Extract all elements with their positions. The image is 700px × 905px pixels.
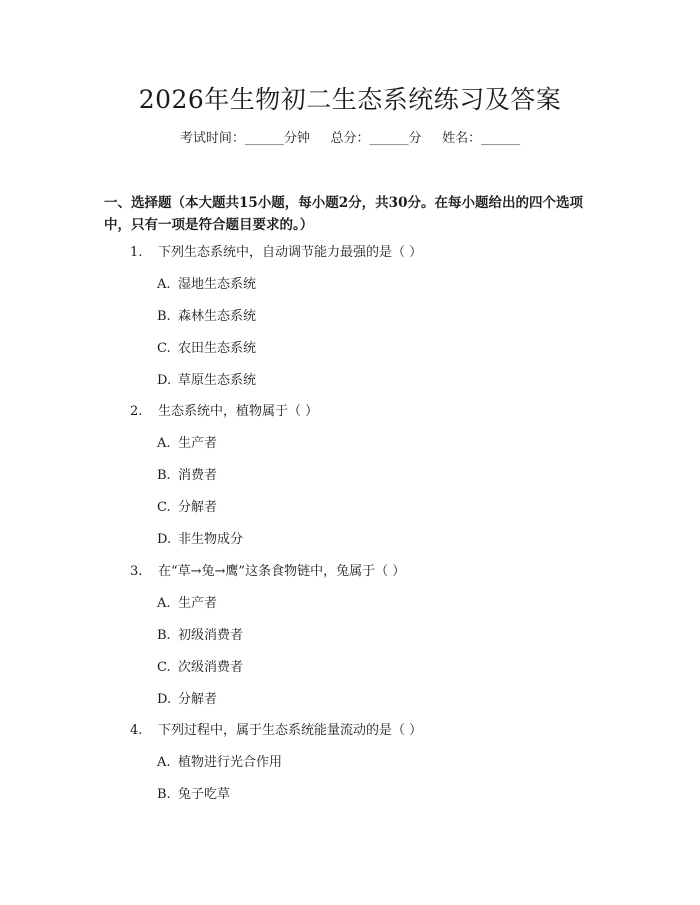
question-2-option-b <box>157 467 217 485</box>
question-text: 下列生态系统中，自动调节能力最强的是（ ） <box>158 245 423 260</box>
option-letter: A. <box>157 436 171 451</box>
option-text: 生产者 <box>178 436 218 451</box>
question-1-option-b <box>157 308 256 326</box>
option-letter: D. <box>157 532 172 547</box>
question-text: 下列过程中，属于生态系统能量流动的是（ ） <box>158 723 423 738</box>
question-3-option-b <box>157 627 243 645</box>
option-letter: C. <box>157 500 171 515</box>
question-number: 1. <box>130 245 143 260</box>
question-number: 4. <box>130 723 143 738</box>
option-letter: C. <box>157 660 171 675</box>
option-text: 分解者 <box>178 692 218 707</box>
page-title: 2026年生物初二生态系统练习及答案 <box>138 85 562 114</box>
option-letter: B. <box>157 628 171 643</box>
option-text: 湿地生态系统 <box>178 277 257 292</box>
option-text: 非生物成分 <box>178 532 244 547</box>
option-text: 森林生态系统 <box>178 309 257 324</box>
question-3-option-c <box>157 659 243 677</box>
question-2-option-d <box>157 531 243 549</box>
option-text: 草原生态系统 <box>178 373 257 388</box>
section-heading: 一、选择题（本大题共15小题，每小题2分，共30分。在每小题给出的四个选项中，只有一项是符合题目要求的。） <box>104 195 583 233</box>
option-letter: A. <box>157 755 171 770</box>
option-letter: A. <box>157 277 171 292</box>
option-text: 次级消费者 <box>178 660 244 675</box>
question-4-option-b <box>157 786 230 804</box>
question-3-option-d <box>157 691 217 709</box>
exam-info-line: 考试时间：______分钟 总分：______分 姓名：______ <box>179 131 521 146</box>
option-letter: A. <box>157 596 171 611</box>
question-4 <box>130 722 422 740</box>
question-1-option-a <box>157 276 256 294</box>
question-3 <box>130 563 405 581</box>
option-letter: D. <box>157 692 172 707</box>
question-1 <box>130 244 422 262</box>
option-text: 消费者 <box>178 468 218 483</box>
option-letter: B. <box>157 309 171 324</box>
option-letter: B. <box>157 468 171 483</box>
question-4-option-a <box>157 754 282 772</box>
option-text: 农田生态系统 <box>178 341 257 356</box>
option-text: 生产者 <box>178 596 218 611</box>
option-text: 初级消费者 <box>178 628 244 643</box>
question-2 <box>130 403 318 421</box>
question-1-option-d <box>157 372 256 390</box>
question-3-option-a <box>157 595 217 613</box>
question-2-option-a <box>157 435 217 453</box>
option-text: 兔子吃草 <box>178 787 231 802</box>
question-number: 2. <box>130 404 143 419</box>
option-letter: B. <box>157 787 171 802</box>
question-1-option-c <box>157 340 256 358</box>
option-letter: C. <box>157 341 171 356</box>
question-number: 3. <box>130 564 143 579</box>
option-letter: D. <box>157 373 172 388</box>
question-2-option-c <box>157 499 217 517</box>
option-text: 分解者 <box>178 500 218 515</box>
question-text: 生态系统中，植物属于（ ） <box>158 404 319 419</box>
question-text: 在“草→兔→鹰”这条食物链中，兔属于（ ） <box>158 564 406 579</box>
option-text: 植物进行光合作用 <box>178 755 283 770</box>
